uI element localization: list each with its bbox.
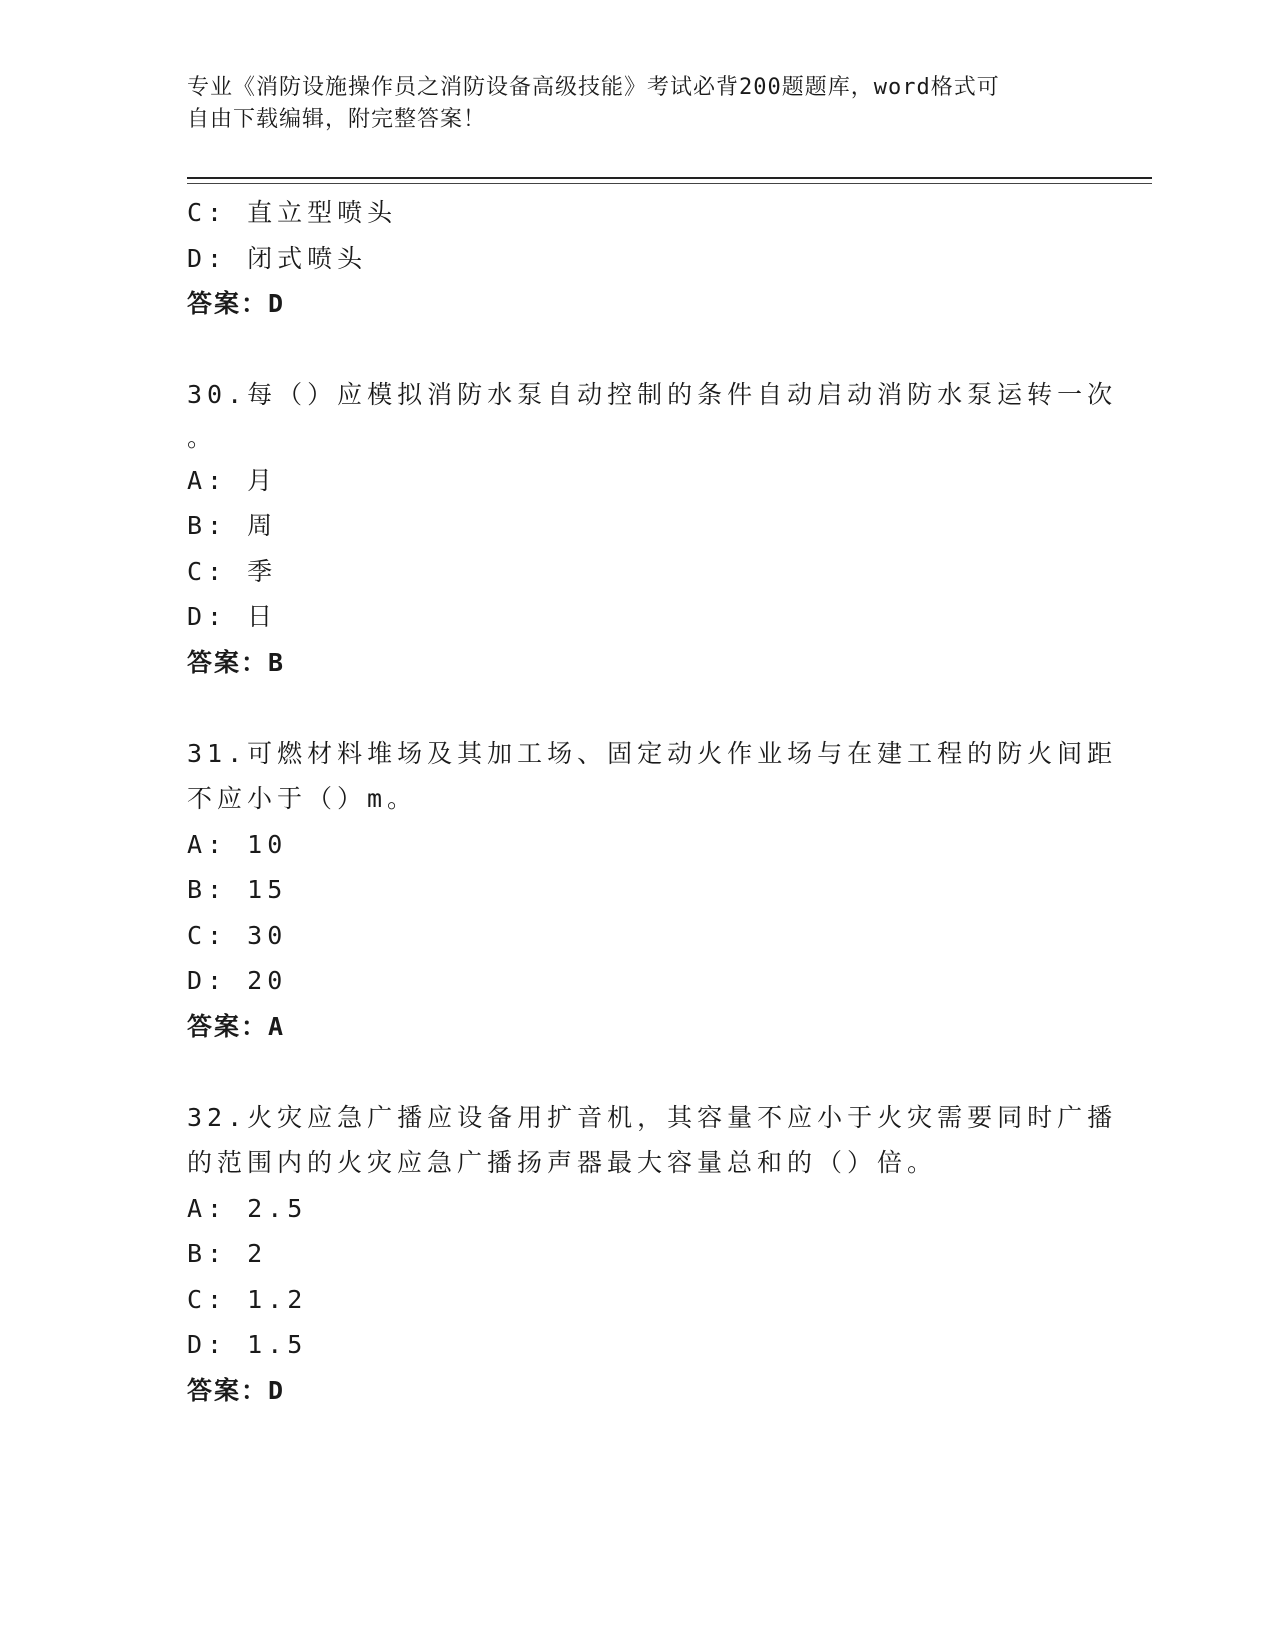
question-30: [187, 372, 1118, 685]
question-text: 32.火灾应急广播应设备用扩音机，其容量不应小于火灾需要同时广播: [187, 1102, 1118, 1132]
option-c: C: 30: [187, 920, 288, 950]
option-c: C: 1.2: [187, 1284, 308, 1314]
option-a: A: 2.5: [187, 1193, 308, 1223]
header-divider-thin: [187, 183, 1152, 184]
question-31: [187, 731, 1118, 1050]
option-d: D: 1.5: [187, 1330, 308, 1359]
header-line-1: 专业《消防设施操作员之消防设备高级技能》考试必背200题题库，word格式可: [187, 75, 1000, 100]
spacer: [187, 327, 1087, 373]
option-c: C: 直立型喷头: [187, 198, 398, 227]
answer: 答案：D: [187, 289, 286, 318]
header-divider-thick: [187, 177, 1152, 179]
header-line-2: 自由下载编辑，附完整答案！: [187, 107, 487, 132]
option-a: A: 月: [187, 465, 278, 495]
option-d: D: 闭式喷头: [187, 243, 368, 273]
answer: 答案：B: [187, 647, 286, 677]
option-b: B: 15: [187, 875, 288, 904]
option-a: A: 10: [187, 829, 288, 859]
answer: 答案：D: [187, 1375, 286, 1405]
answer: 答案：A: [187, 1011, 286, 1041]
document-header: [187, 72, 1067, 136]
option-d: D: 20: [187, 966, 288, 995]
question-29-tail: [187, 190, 1087, 327]
question-text: 31.可燃材料堆场及其加工场、固定动火作业场与在建工程的防火间距: [187, 738, 1118, 768]
option-c: C: 季: [187, 556, 278, 586]
question-text: 30.每（）应模拟消防水泵自动控制的条件自动启动消防水泵运转一次: [187, 380, 1118, 409]
question-32: [187, 1095, 1118, 1414]
question-text-continued: 不应小于（）m。: [187, 784, 418, 813]
option-b: B: 2: [187, 1239, 268, 1268]
question-text-continued: 。: [187, 422, 213, 452]
spacer: [187, 685, 1087, 731]
spacer: [187, 1049, 1087, 1095]
question-text-continued: 的范围内的火灾应急广播扬声器最大容量总和的（）倍。: [187, 1148, 938, 1177]
question-content: [187, 190, 1118, 1413]
option-b: B: 周: [187, 511, 278, 540]
option-d: D: 日: [187, 602, 278, 631]
